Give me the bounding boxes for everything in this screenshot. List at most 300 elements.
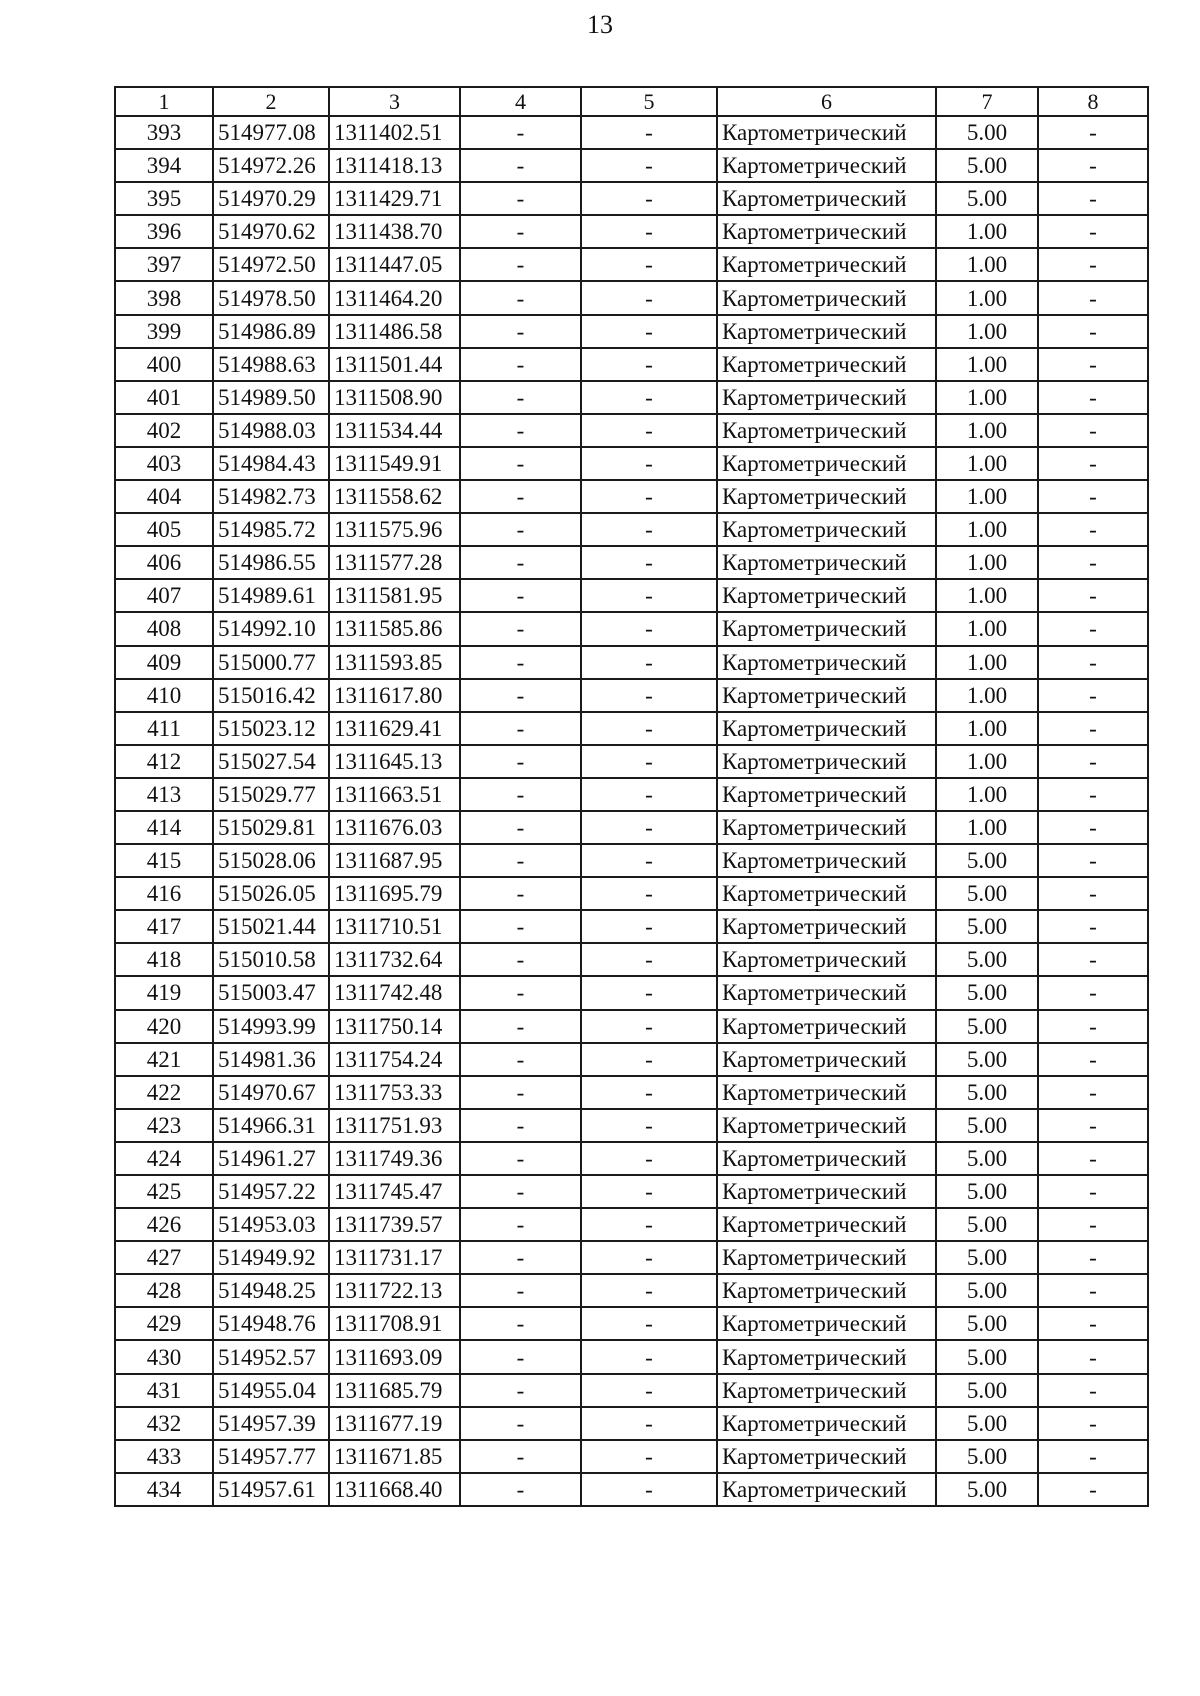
point-number-cell: 396 — [115, 215, 213, 248]
y-coordinate-cell: 1311750.14 — [329, 1010, 460, 1043]
point-number-cell: 419 — [115, 976, 213, 1009]
col-8-cell: - — [1038, 679, 1148, 712]
y-coordinate-cell: 1311486.58 — [329, 315, 460, 348]
col-4-cell: - — [460, 281, 581, 314]
point-number-cell: 395 — [115, 182, 213, 215]
col-5-cell: - — [581, 149, 717, 182]
col-5-cell: - — [581, 1307, 717, 1340]
y-coordinate-cell: 1311732.64 — [329, 943, 460, 976]
y-coordinate-cell: 1311722.13 — [329, 1274, 460, 1307]
table-row — [115, 844, 1148, 877]
table-body — [115, 87, 1148, 1506]
accuracy-cell: 5.00 — [936, 1307, 1038, 1340]
point-number-cell: 428 — [115, 1274, 213, 1307]
y-coordinate-cell: 1311429.71 — [329, 182, 460, 215]
accuracy-cell: 1.00 — [936, 679, 1038, 712]
col-4-cell: - — [460, 811, 581, 844]
accuracy-cell: 5.00 — [936, 1043, 1038, 1076]
col-5-cell: - — [581, 1374, 717, 1407]
col-5-cell: - — [581, 1076, 717, 1109]
x-coordinate-cell: 514972.26 — [213, 149, 329, 182]
accuracy-cell: 1.00 — [936, 778, 1038, 811]
col-8-cell: - — [1038, 877, 1148, 910]
y-coordinate-cell: 1311581.95 — [329, 579, 460, 612]
method-cell: Картометрический — [717, 116, 936, 149]
y-coordinate-cell: 1311447.05 — [329, 248, 460, 281]
table-row — [115, 943, 1148, 976]
point-number-cell: 397 — [115, 248, 213, 281]
column-header: 1 — [115, 87, 213, 116]
col-8-cell: - — [1038, 1440, 1148, 1473]
table-row — [115, 778, 1148, 811]
method-cell: Картометрический — [717, 1374, 936, 1407]
col-8-cell: - — [1038, 1241, 1148, 1274]
accuracy-cell: 5.00 — [936, 116, 1038, 149]
col-8-cell: - — [1038, 1142, 1148, 1175]
col-5-cell: - — [581, 215, 717, 248]
method-cell: Картометрический — [717, 1043, 936, 1076]
y-coordinate-cell: 1311745.47 — [329, 1175, 460, 1208]
col-4-cell: - — [460, 844, 581, 877]
accuracy-cell: 1.00 — [936, 811, 1038, 844]
table-row — [115, 414, 1148, 447]
y-coordinate-cell: 1311742.48 — [329, 976, 460, 1009]
accuracy-cell: 5.00 — [936, 1274, 1038, 1307]
point-number-cell: 429 — [115, 1307, 213, 1340]
x-coordinate-cell: 514986.55 — [213, 546, 329, 579]
accuracy-cell: 5.00 — [936, 844, 1038, 877]
col-5-cell: - — [581, 1407, 717, 1440]
col-4-cell: - — [460, 877, 581, 910]
col-8-cell: - — [1038, 1043, 1148, 1076]
col-4-cell: - — [460, 1109, 581, 1142]
y-coordinate-cell: 1311438.70 — [329, 215, 460, 248]
x-coordinate-cell: 514970.67 — [213, 1076, 329, 1109]
point-number-cell: 398 — [115, 281, 213, 314]
table-row — [115, 1175, 1148, 1208]
accuracy-cell: 5.00 — [936, 1142, 1038, 1175]
x-coordinate-cell: 514982.73 — [213, 480, 329, 513]
col-4-cell: - — [460, 248, 581, 281]
method-cell: Картометрический — [717, 612, 936, 645]
col-8-cell: - — [1038, 1407, 1148, 1440]
point-number-cell: 400 — [115, 348, 213, 381]
col-4-cell: - — [460, 1241, 581, 1274]
accuracy-cell: 5.00 — [936, 910, 1038, 943]
col-8-cell: - — [1038, 1340, 1148, 1373]
table-row — [115, 513, 1148, 546]
y-coordinate-cell: 1311754.24 — [329, 1043, 460, 1076]
col-4-cell: - — [460, 1473, 581, 1506]
point-number-cell: 418 — [115, 943, 213, 976]
x-coordinate-cell: 514988.03 — [213, 414, 329, 447]
accuracy-cell: 5.00 — [936, 976, 1038, 1009]
accuracy-cell: 5.00 — [936, 1076, 1038, 1109]
col-4-cell: - — [460, 1076, 581, 1109]
accuracy-cell: 5.00 — [936, 1109, 1038, 1142]
x-coordinate-cell: 514957.39 — [213, 1407, 329, 1440]
col-8-cell: - — [1038, 1010, 1148, 1043]
method-cell: Картометрический — [717, 1274, 936, 1307]
col-5-cell: - — [581, 248, 717, 281]
x-coordinate-cell: 515029.77 — [213, 778, 329, 811]
x-coordinate-cell: 514948.76 — [213, 1307, 329, 1340]
table-row — [115, 877, 1148, 910]
table-row — [115, 116, 1148, 149]
accuracy-cell: 5.00 — [936, 1241, 1038, 1274]
col-4-cell: - — [460, 149, 581, 182]
point-number-cell: 422 — [115, 1076, 213, 1109]
table-row — [115, 745, 1148, 778]
method-cell: Картометрический — [717, 811, 936, 844]
point-number-cell: 414 — [115, 811, 213, 844]
col-4-cell: - — [460, 679, 581, 712]
col-8-cell: - — [1038, 1109, 1148, 1142]
accuracy-cell: 5.00 — [936, 1175, 1038, 1208]
col-8-cell: - — [1038, 182, 1148, 215]
accuracy-cell: 5.00 — [936, 1374, 1038, 1407]
col-5-cell: - — [581, 1440, 717, 1473]
x-coordinate-cell: 515027.54 — [213, 745, 329, 778]
x-coordinate-cell: 514952.57 — [213, 1340, 329, 1373]
method-cell: Картометрический — [717, 1307, 936, 1340]
col-5-cell: - — [581, 1473, 717, 1506]
col-8-cell: - — [1038, 546, 1148, 579]
col-5-cell: - — [581, 877, 717, 910]
col-5-cell: - — [581, 381, 717, 414]
col-4-cell: - — [460, 513, 581, 546]
accuracy-cell: 5.00 — [936, 877, 1038, 910]
table-row — [115, 1010, 1148, 1043]
x-coordinate-cell: 514953.03 — [213, 1208, 329, 1241]
point-number-cell: 411 — [115, 712, 213, 745]
col-8-cell: - — [1038, 215, 1148, 248]
coordinates-table — [114, 86, 1149, 1507]
col-5-cell: - — [581, 943, 717, 976]
table-row — [115, 149, 1148, 182]
x-coordinate-cell: 515026.05 — [213, 877, 329, 910]
method-cell: Картометрический — [717, 646, 936, 679]
col-4-cell: - — [460, 480, 581, 513]
point-number-cell: 421 — [115, 1043, 213, 1076]
table-header-row — [115, 87, 1148, 116]
y-coordinate-cell: 1311629.41 — [329, 712, 460, 745]
method-cell: Картометрический — [717, 943, 936, 976]
accuracy-cell: 1.00 — [936, 281, 1038, 314]
point-number-cell: 427 — [115, 1241, 213, 1274]
col-4-cell: - — [460, 778, 581, 811]
col-5-cell: - — [581, 1109, 717, 1142]
x-coordinate-cell: 514986.89 — [213, 315, 329, 348]
col-8-cell: - — [1038, 1175, 1148, 1208]
method-cell: Картометрический — [717, 1109, 936, 1142]
point-number-cell: 426 — [115, 1208, 213, 1241]
col-4-cell: - — [460, 315, 581, 348]
accuracy-cell: 1.00 — [936, 215, 1038, 248]
method-cell: Картометрический — [717, 1407, 936, 1440]
accuracy-cell: 5.00 — [936, 1473, 1038, 1506]
col-8-cell: - — [1038, 579, 1148, 612]
col-5-cell: - — [581, 315, 717, 348]
y-coordinate-cell: 1311668.40 — [329, 1473, 460, 1506]
table-row — [115, 646, 1148, 679]
column-header: 8 — [1038, 87, 1148, 116]
table-row — [115, 281, 1148, 314]
col-8-cell: - — [1038, 976, 1148, 1009]
point-number-cell: 405 — [115, 513, 213, 546]
col-4-cell: - — [460, 612, 581, 645]
x-coordinate-cell: 514977.08 — [213, 116, 329, 149]
col-8-cell: - — [1038, 248, 1148, 281]
col-5-cell: - — [581, 414, 717, 447]
table-row — [115, 1340, 1148, 1373]
x-coordinate-cell: 514993.99 — [213, 1010, 329, 1043]
x-coordinate-cell: 515010.58 — [213, 943, 329, 976]
col-8-cell: - — [1038, 1076, 1148, 1109]
col-4-cell: - — [460, 182, 581, 215]
method-cell: Картометрический — [717, 1473, 936, 1506]
col-5-cell: - — [581, 182, 717, 215]
y-coordinate-cell: 1311418.13 — [329, 149, 460, 182]
col-5-cell: - — [581, 612, 717, 645]
x-coordinate-cell: 514985.72 — [213, 513, 329, 546]
col-8-cell: - — [1038, 414, 1148, 447]
method-cell: Картометрический — [717, 215, 936, 248]
table-row — [115, 1307, 1148, 1340]
x-coordinate-cell: 514970.29 — [213, 182, 329, 215]
table-row — [115, 910, 1148, 943]
col-8-cell: - — [1038, 348, 1148, 381]
x-coordinate-cell: 514989.50 — [213, 381, 329, 414]
table-row — [115, 248, 1148, 281]
col-8-cell: - — [1038, 745, 1148, 778]
y-coordinate-cell: 1311671.85 — [329, 1440, 460, 1473]
col-5-cell: - — [581, 976, 717, 1009]
col-4-cell: - — [460, 546, 581, 579]
accuracy-cell: 1.00 — [936, 348, 1038, 381]
col-5-cell: - — [581, 1274, 717, 1307]
point-number-cell: 402 — [115, 414, 213, 447]
col-4-cell: - — [460, 910, 581, 943]
table-row — [115, 447, 1148, 480]
x-coordinate-cell: 515000.77 — [213, 646, 329, 679]
x-coordinate-cell: 514949.92 — [213, 1241, 329, 1274]
method-cell: Картометрический — [717, 348, 936, 381]
col-4-cell: - — [460, 646, 581, 679]
accuracy-cell: 5.00 — [936, 149, 1038, 182]
point-number-cell: 433 — [115, 1440, 213, 1473]
x-coordinate-cell: 514981.36 — [213, 1043, 329, 1076]
accuracy-cell: 5.00 — [936, 182, 1038, 215]
col-8-cell: - — [1038, 447, 1148, 480]
table-row — [115, 348, 1148, 381]
x-coordinate-cell: 515028.06 — [213, 844, 329, 877]
y-coordinate-cell: 1311508.90 — [329, 381, 460, 414]
table-row — [115, 1440, 1148, 1473]
y-coordinate-cell: 1311685.79 — [329, 1374, 460, 1407]
method-cell: Картометрический — [717, 745, 936, 778]
col-5-cell: - — [581, 1043, 717, 1076]
x-coordinate-cell: 515016.42 — [213, 679, 329, 712]
col-4-cell: - — [460, 1274, 581, 1307]
column-header: 2 — [213, 87, 329, 116]
method-cell: Картометрический — [717, 513, 936, 546]
col-4-cell: - — [460, 414, 581, 447]
y-coordinate-cell: 1311585.86 — [329, 612, 460, 645]
point-number-cell: 399 — [115, 315, 213, 348]
col-4-cell: - — [460, 1010, 581, 1043]
accuracy-cell: 1.00 — [936, 381, 1038, 414]
accuracy-cell: 1.00 — [936, 546, 1038, 579]
x-coordinate-cell: 514992.10 — [213, 612, 329, 645]
method-cell: Картометрический — [717, 1440, 936, 1473]
table-row — [115, 1208, 1148, 1241]
col-8-cell: - — [1038, 612, 1148, 645]
y-coordinate-cell: 1311534.44 — [329, 414, 460, 447]
method-cell: Картометрический — [717, 414, 936, 447]
method-cell: Картометрический — [717, 1142, 936, 1175]
col-4-cell: - — [460, 215, 581, 248]
col-4-cell: - — [460, 712, 581, 745]
col-8-cell: - — [1038, 149, 1148, 182]
col-4-cell: - — [460, 1440, 581, 1473]
y-coordinate-cell: 1311695.79 — [329, 877, 460, 910]
y-coordinate-cell: 1311687.95 — [329, 844, 460, 877]
method-cell: Картометрический — [717, 182, 936, 215]
accuracy-cell: 5.00 — [936, 1010, 1038, 1043]
accuracy-cell: 5.00 — [936, 1208, 1038, 1241]
col-8-cell: - — [1038, 778, 1148, 811]
point-number-cell: 424 — [115, 1142, 213, 1175]
col-4-cell: - — [460, 1340, 581, 1373]
method-cell: Картометрический — [717, 679, 936, 712]
col-4-cell: - — [460, 1175, 581, 1208]
col-8-cell: - — [1038, 1374, 1148, 1407]
y-coordinate-cell: 1311753.33 — [329, 1076, 460, 1109]
col-5-cell: - — [581, 811, 717, 844]
y-coordinate-cell: 1311749.36 — [329, 1142, 460, 1175]
y-coordinate-cell: 1311710.51 — [329, 910, 460, 943]
column-header: 5 — [581, 87, 717, 116]
col-4-cell: - — [460, 943, 581, 976]
accuracy-cell: 1.00 — [936, 447, 1038, 480]
col-5-cell: - — [581, 679, 717, 712]
method-cell: Картометрический — [717, 877, 936, 910]
table-row — [115, 712, 1148, 745]
x-coordinate-cell: 514966.31 — [213, 1109, 329, 1142]
col-8-cell: - — [1038, 381, 1148, 414]
col-5-cell: - — [581, 778, 717, 811]
col-5-cell: - — [581, 1010, 717, 1043]
table-row — [115, 811, 1148, 844]
col-5-cell: - — [581, 480, 717, 513]
y-coordinate-cell: 1311501.44 — [329, 348, 460, 381]
col-5-cell: - — [581, 844, 717, 877]
col-4-cell: - — [460, 381, 581, 414]
y-coordinate-cell: 1311731.17 — [329, 1241, 460, 1274]
col-4-cell: - — [460, 976, 581, 1009]
page-number: 13 — [587, 10, 613, 39]
col-4-cell: - — [460, 348, 581, 381]
method-cell: Картометрический — [717, 1010, 936, 1043]
y-coordinate-cell: 1311676.03 — [329, 811, 460, 844]
point-number-cell: 417 — [115, 910, 213, 943]
col-5-cell: - — [581, 1175, 717, 1208]
col-8-cell: - — [1038, 811, 1148, 844]
y-coordinate-cell: 1311751.93 — [329, 1109, 460, 1142]
accuracy-cell: 1.00 — [936, 579, 1038, 612]
col-8-cell: - — [1038, 315, 1148, 348]
col-5-cell: - — [581, 546, 717, 579]
col-8-cell: - — [1038, 480, 1148, 513]
col-5-cell: - — [581, 447, 717, 480]
col-4-cell: - — [460, 1142, 581, 1175]
method-cell: Картометрический — [717, 281, 936, 314]
accuracy-cell: 1.00 — [936, 745, 1038, 778]
col-4-cell: - — [460, 1208, 581, 1241]
col-5-cell: - — [581, 348, 717, 381]
table-row — [115, 1274, 1148, 1307]
y-coordinate-cell: 1311577.28 — [329, 546, 460, 579]
col-5-cell: - — [581, 646, 717, 679]
x-coordinate-cell: 515023.12 — [213, 712, 329, 745]
point-number-cell: 425 — [115, 1175, 213, 1208]
accuracy-cell: 5.00 — [936, 1407, 1038, 1440]
point-number-cell: 413 — [115, 778, 213, 811]
table-row — [115, 315, 1148, 348]
x-coordinate-cell: 514989.61 — [213, 579, 329, 612]
point-number-cell: 408 — [115, 612, 213, 645]
col-8-cell: - — [1038, 1208, 1148, 1241]
col-4-cell: - — [460, 1407, 581, 1440]
col-8-cell: - — [1038, 910, 1148, 943]
accuracy-cell: 1.00 — [936, 646, 1038, 679]
point-number-cell: 431 — [115, 1374, 213, 1407]
x-coordinate-cell: 514957.22 — [213, 1175, 329, 1208]
y-coordinate-cell: 1311575.96 — [329, 513, 460, 546]
y-coordinate-cell: 1311558.62 — [329, 480, 460, 513]
col-5-cell: - — [581, 1241, 717, 1274]
table-row — [115, 679, 1148, 712]
method-cell: Картометрический — [717, 1208, 936, 1241]
accuracy-cell: 5.00 — [936, 1340, 1038, 1373]
x-coordinate-cell: 514972.50 — [213, 248, 329, 281]
point-number-cell: 416 — [115, 877, 213, 910]
col-5-cell: - — [581, 1340, 717, 1373]
col-8-cell: - — [1038, 1274, 1148, 1307]
x-coordinate-cell: 514948.25 — [213, 1274, 329, 1307]
point-number-cell: 393 — [115, 116, 213, 149]
point-number-cell: 430 — [115, 1340, 213, 1373]
col-4-cell: - — [460, 579, 581, 612]
table-row — [115, 1241, 1148, 1274]
accuracy-cell: 5.00 — [936, 943, 1038, 976]
point-number-cell: 401 — [115, 381, 213, 414]
accuracy-cell: 5.00 — [936, 1440, 1038, 1473]
y-coordinate-cell: 1311593.85 — [329, 646, 460, 679]
table-row — [115, 1076, 1148, 1109]
method-cell: Картометрический — [717, 248, 936, 281]
method-cell: Картометрический — [717, 1241, 936, 1274]
col-8-cell: - — [1038, 844, 1148, 877]
x-coordinate-cell: 514988.63 — [213, 348, 329, 381]
col-5-cell: - — [581, 712, 717, 745]
table-row — [115, 182, 1148, 215]
column-header: 7 — [936, 87, 1038, 116]
col-5-cell: - — [581, 745, 717, 778]
y-coordinate-cell: 1311677.19 — [329, 1407, 460, 1440]
y-coordinate-cell: 1311663.51 — [329, 778, 460, 811]
